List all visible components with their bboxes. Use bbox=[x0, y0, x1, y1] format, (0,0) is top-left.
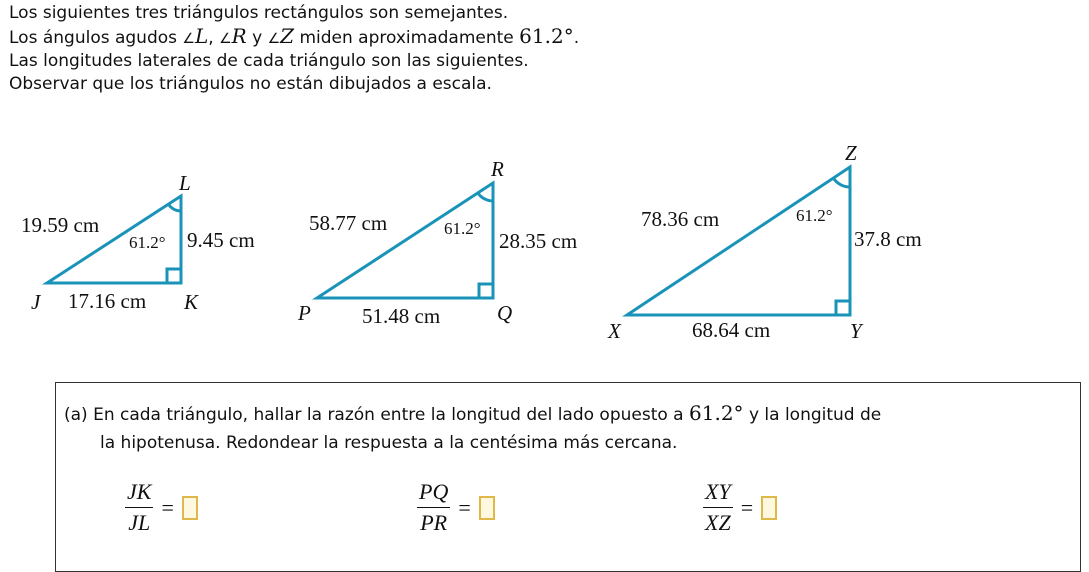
question-line-2: la hipotenusa. Redondear la respuesta a la centésima más cercana. bbox=[100, 433, 678, 453]
intro-period: . bbox=[573, 27, 580, 48]
triangle-jkl bbox=[21, 171, 255, 314]
answer-input[interactable] bbox=[479, 496, 495, 520]
angle-symbol: ∠ bbox=[182, 30, 195, 47]
angle-label-Z: 61.2° bbox=[796, 206, 833, 225]
intro-line-3: Las longitudes laterales de cada triángulo son las siguientes. bbox=[9, 51, 529, 71]
fraction bbox=[125, 479, 153, 536]
angle-L: L bbox=[194, 23, 209, 48]
intro-line-2-start: Los ángulos agudos bbox=[9, 27, 183, 48]
vertex-Y: Y bbox=[850, 319, 862, 343]
angle-label-L: 61.2° bbox=[129, 233, 166, 252]
intro-and: y bbox=[246, 27, 268, 48]
angle-symbol: ∠ bbox=[219, 30, 232, 47]
question-line-1 bbox=[64, 399, 881, 429]
angle-value: 61.2° bbox=[519, 23, 574, 48]
angle-R: R bbox=[231, 23, 247, 48]
intro-line-2-mid: miden aproximadamente bbox=[294, 27, 520, 48]
side-JK: 17.16 cm bbox=[68, 289, 147, 313]
numerator: JK bbox=[125, 479, 153, 508]
denominator: PR bbox=[420, 510, 448, 535]
triangle-xyz-shape bbox=[627, 167, 850, 315]
angle-arc bbox=[833, 178, 850, 187]
side-XY: 68.64 cm bbox=[692, 318, 771, 342]
side-JL: 19.59 cm bbox=[21, 213, 100, 237]
vertex-L: L bbox=[179, 171, 191, 195]
vertex-R: R bbox=[491, 157, 504, 181]
vertex-K: K bbox=[184, 290, 199, 314]
intro-line-4: Observar que los triángulos no están dibujados a escala. bbox=[9, 73, 492, 94]
vertex-X: X bbox=[608, 319, 621, 343]
numerator: XY bbox=[703, 479, 733, 508]
intro-line-2 bbox=[9, 25, 579, 51]
side-XZ: 78.36 cm bbox=[641, 207, 720, 231]
angle-Z: Z bbox=[280, 23, 295, 48]
ratio-XY-XZ bbox=[703, 479, 777, 536]
question-line-1-end: y la longitud de bbox=[743, 405, 882, 425]
denominator: JL bbox=[128, 510, 151, 535]
vertex-Q: Q bbox=[497, 301, 513, 325]
question-text bbox=[64, 399, 881, 457]
side-KL: 9.45 cm bbox=[187, 228, 255, 252]
side-QR: 28.35 cm bbox=[499, 229, 578, 253]
equals-sign: = bbox=[458, 494, 471, 520]
intro-line-1: Los siguientes tres triángulos rectángulos son semejantes. bbox=[9, 3, 509, 23]
problem-intro bbox=[9, 2, 579, 95]
angle-label-R: 61.2° bbox=[444, 219, 481, 238]
ratio-PQ-PR bbox=[417, 479, 495, 536]
side-PR: 58.77 cm bbox=[309, 211, 388, 235]
intro-sep: , bbox=[208, 27, 220, 48]
question-angle-value: 61.2° bbox=[689, 401, 744, 425]
angle-symbol: ∠ bbox=[267, 30, 281, 47]
right-angle-marker bbox=[836, 301, 850, 315]
triangle-pqr bbox=[297, 157, 577, 328]
numerator: PQ bbox=[417, 479, 450, 508]
side-YZ: 37.8 cm bbox=[854, 227, 922, 251]
right-angle-marker bbox=[479, 284, 493, 298]
question-line-1-start: (a) En cada triángulo, hallar la razón entre la longitud del lado opuesto a bbox=[64, 405, 690, 425]
right-angle-marker bbox=[167, 269, 181, 283]
answer-input[interactable] bbox=[761, 496, 777, 520]
triangles-figure bbox=[0, 130, 1089, 350]
fraction bbox=[417, 479, 450, 536]
vertex-J: J bbox=[31, 290, 41, 314]
triangle-xyz bbox=[607, 141, 922, 343]
answer-input[interactable] bbox=[182, 496, 198, 520]
equals-sign: = bbox=[740, 494, 754, 520]
angle-arc bbox=[478, 193, 493, 201]
fraction bbox=[703, 479, 733, 536]
triangle-pqr-shape bbox=[317, 183, 493, 298]
vertex-Z: Z bbox=[845, 141, 857, 165]
vertex-P: P bbox=[298, 301, 311, 325]
ratio-JK-JL bbox=[125, 479, 198, 536]
angle-arc bbox=[168, 204, 181, 211]
side-PQ: 51.48 cm bbox=[362, 304, 441, 328]
equals-sign: = bbox=[161, 494, 174, 520]
denominator: XZ bbox=[705, 510, 731, 535]
question-box bbox=[55, 382, 1081, 572]
